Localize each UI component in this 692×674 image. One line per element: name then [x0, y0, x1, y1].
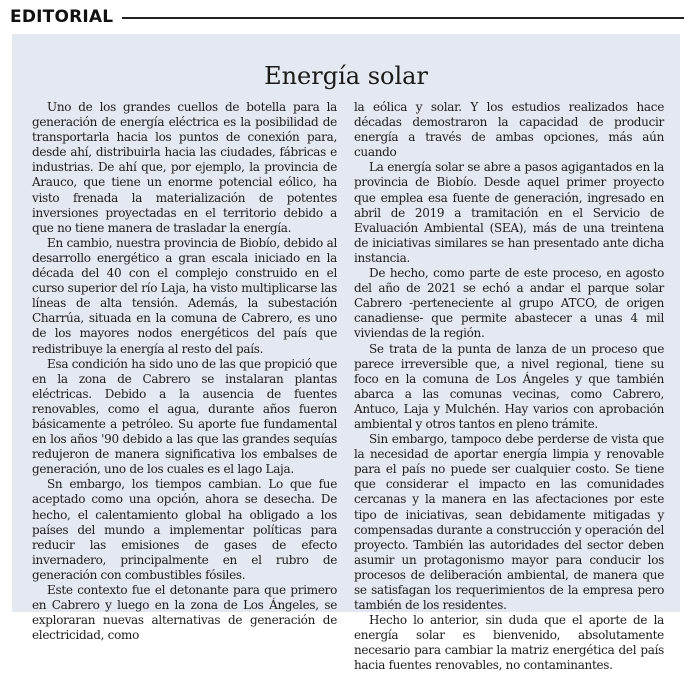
article-paragraph: De hecho, como parte de este proceso, en agosto del año de 2021 se echó a andar el parque solar Cabrero -perteneciente al grupo ATCO, de origen canadiense- que permite abastecer a unas 4 mil viviendas de la región.: [354, 266, 664, 341]
article-paragraph: Este contexto fue el detonante para que primero en Cabrero y luego en la zona de Los Ángeles, se exploraran nuevas alternativas de generación de electricidad, como: [32, 583, 337, 643]
article-paragraph: Sin embargo, tampoco debe perderse de vista que la necesidad de aportar energía limpia y renovable para el país no puede ser cualquier costo. Se tiene que considerar el impacto en las comunidades cercanas y la manera en las afectaciones por este tipo de iniciativas, sean debidamente mitigadas y compensadas durante a construcción y operación del proyecto. También las autoridades del sector deben asumir un protagonismo mayor para conducir los procesos de deliberación ambiental, de manera que se satisfagan los requerimientos de la empresa pero también de los residentes.: [354, 432, 664, 613]
article-paragraph: La energía solar se abre a pasos agigantados en la provincia de Biobío. Desde aquel primer proyecto que emplea esa fuente de generación, ingresado en abril de 2019 a tramitación en el Servicio de Evaluación Ambiental (SEA), más de una treintena de iniciativas similares se han presentado ante dicha instancia.: [354, 160, 664, 265]
article-paragraph: Se trata de la punta de lanza de un proceso que parece irreversible que, a nivel regional, tiene su foco en la comuna de Los Ángeles y que también abarca a las comunas vecinas, como Cabrero, Antuco, Laja y Mulchén. Hay varios con aprobación ambiental y otros tantos en pleno trámite.: [354, 341, 664, 431]
section-label: EDITORIAL: [10, 7, 114, 27]
article-paragraph: Esa condición ha sido uno de las que propició que en la zona de Cabrero se instalaran plantas eléctricas. Debido a la ausencia de fuentes renovables, como el agua, durante años fueron básicamente a petróleo. Su aporte fue fundamental en los años '90 debido a las que las grandes sequías redujeron de manera significativa los embalses de generación, uno de los cuales es el lago Laja.: [32, 356, 337, 477]
article-column-left: [32, 100, 337, 643]
article-paragraph-continuation: la eólica y solar. Y los estudios realizados hace décadas demostraron la capacidad de producir energía a través de ambas opciones, más aún cuando: [354, 100, 664, 160]
article-title: Energía solar: [264, 62, 428, 90]
article-paragraph: Sn embargo, los tiempos cambian. Lo que fue aceptado como una opción, ahora se desecha. De hecho, el calentamiento global ha obligado a los países del mundo a implementar políticas para reducir las emisiones de gases de efecto invernadero, principalmente en el rubro de generación con combustibles fósiles.: [32, 477, 337, 582]
section-rule: [122, 17, 684, 19]
article-column-right: [354, 100, 664, 673]
article-paragraph: En cambio, nuestra provincia de Biobío, debido al desarrollo energético a gran escala iniciado en la década del 40 con el complejo construido en el curso superior del río Laja, ha visto multiplicarse las líneas de alta tensión. Además, la subestación Charrúa, situada en la comuna de Cabrero, es uno de los mayores nodos energéticos del país que redistribuye la energía al resto del país.: [32, 235, 337, 356]
article-paragraph: Uno de los grandes cuellos de botella para la generación de energía eléctrica es la posibilidad de transportarla hacia los puntos de conexión para, desde ahí, distribuirla hacia las ciudades, fábricas e industrias. De ahí que, por ejemplo, la provincia de Arauco, que tiene un enorme potencial eólico, ha visto frenada la materialización de potentes inversiones proyectadas en el territorio debido a que no tiene manera de trasladar la energía.: [32, 100, 337, 235]
section-header: [10, 6, 684, 28]
article-paragraph: Hecho lo anterior, sin duda que el aporte de la energía solar es bienvenido, absolutamente necesario para cambiar la matriz energética del país hacia fuentes renovables, no contaminantes.: [354, 613, 664, 673]
